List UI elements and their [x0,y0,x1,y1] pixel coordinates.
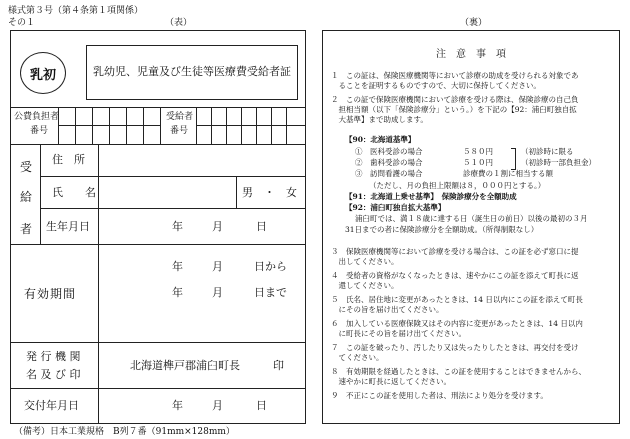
issuer-label-2: 名 及 び 印 [26,368,81,381]
notice-item: にその旨を届け出てください。 [331,305,444,314]
back-label: （裏） [460,18,488,28]
std92-line: 浦臼町では、満１８歳に達する日（誕生日の前日）以後の最初の３月 [355,214,588,223]
notice-item: ８ 有効期限を経過したときは、この証を使用することはできませんから、 [331,367,586,376]
front-label: （表） [165,18,193,28]
side-char-2: 給 [20,190,34,204]
notice-line: 大基準】まで助成します。 [331,115,428,124]
address-label: 住 所 [52,153,85,166]
std90-item-2: ② 歯科受診の場合 [355,158,423,167]
payer-number-label-2: 番号 [30,126,49,136]
validity-from-month: 月 [212,260,223,273]
birth-year: 年 [172,220,183,233]
std90-bracket [511,148,516,170]
notice-item: ５ 氏名、居住地に変更があったときは、14 日以内にこの証を添えて町長 [331,295,583,304]
std92-line: 31日までの者に保険診療分を全額助成。（所得制限なし） [345,225,539,234]
issue-date-label: 交付年月日 [24,399,79,412]
validity-from-year: 年 [172,260,183,273]
notice-item: ９ 不正にこの証を使用した者は、刑法により処分を受けます。 [331,391,548,400]
seal-text: 乳初 [29,68,56,83]
card-title: 乳幼児、児童及び生徒等医療費受給者証 [93,65,291,78]
issue-year: 年 [172,399,183,412]
birth-month: 月 [212,220,223,233]
issuer-label: 発 行 機 関 [26,350,81,363]
name-label: 氏 名 [52,186,96,199]
validity-to-day: 日まで [254,286,287,299]
issue-month: 月 [212,399,223,412]
std90-title: 【90：北海道基準】 [345,135,416,144]
std90-cap: （ただし、月の負担上限額は８，０００円とする。） [369,181,546,190]
std90-item-1-amount: ５８０円 [463,147,493,156]
notice-line: ることを証明するものですので、大切に保持してください。 [331,81,541,90]
notice-item: 速やかに町長に返してください。 [331,377,451,386]
issuer-name: 北海道榫戸郡浦臼町長 [130,359,240,372]
gender-options: 男 ・ 女 [242,186,297,199]
validity-to-month: 月 [212,286,223,299]
std90-item-3-amount: 診療費の１割に相当する額 [463,169,553,178]
back-side [322,30,620,424]
notice-item: 還してください。 [331,281,399,290]
side-char-1: 受 [20,160,34,174]
remark-note: （備考）日本工業規格 B列７番（91mm×128mm） [14,427,235,437]
issue-day: 日 [256,399,267,412]
recipient-number-label: 受給者 [166,112,194,122]
notice-line: １ この証は、保険医療機関等において診療の助成を受けられる対象であ [331,71,579,80]
payer-number-label: 公費負担者 [14,112,60,122]
notice-title: 注 意 事 項 [436,49,506,60]
notice-item: ３ 保険医療機関等において診療を受ける場合は、この証を必ず窓口に提 [331,247,579,256]
std90-item-3: ③ 訪問看護の場合 [355,169,423,178]
birth-day: 日 [256,220,267,233]
form-part: その１ [8,18,36,28]
std92-title: 【92：浦臼町独自拡大基準】 [345,203,446,212]
form-number: 様式第３号（第４条第１項関係） [8,6,144,16]
validity-from-day: 日から [254,260,287,273]
validity-to-year: 年 [172,286,183,299]
notice-item: ７ この証を破ったり、汚したり又は失ったりしたときは、再交付を受け [331,343,579,352]
std90-item-1: ① 医科受診の場合 [355,147,423,156]
issuer-seal: 印 [273,359,284,372]
notice-item: てください。 [331,353,384,362]
side-char-3: 者 [20,222,34,236]
std90-note-1: （初診時に限る [521,147,574,156]
std90-item-2-amount: ５１０円 [463,158,493,167]
validity-label: 有効期間 [24,287,77,301]
std90-note-2: （初診時一部負担金） [521,158,596,167]
notice-line: 担相当額（以下「保険診療分」という。）を下記の【92：浦臼町独自拡 [331,105,577,114]
recipient-number-label-2: 番号 [170,126,189,136]
notice-item: 出してください。 [331,257,399,266]
notice-line: ２ この証で保険医療機関において診療を受ける際は、保険診療の自己負 [331,95,579,104]
std91: 【91：北海道上乗せ基準】 保険診療分を全額助成 [345,192,517,201]
notice-item: に町長にその旨を届け出てください。 [331,329,466,338]
birth-date-label: 生年月日 [46,220,90,233]
notice-item: ６ 加入している医療保険又はその内容に変更があったときは、14 日以内 [331,319,583,328]
notice-item: ４ 受給者の資格がなくなったときは、速やかにこの証を添えて町長に返 [331,271,579,280]
